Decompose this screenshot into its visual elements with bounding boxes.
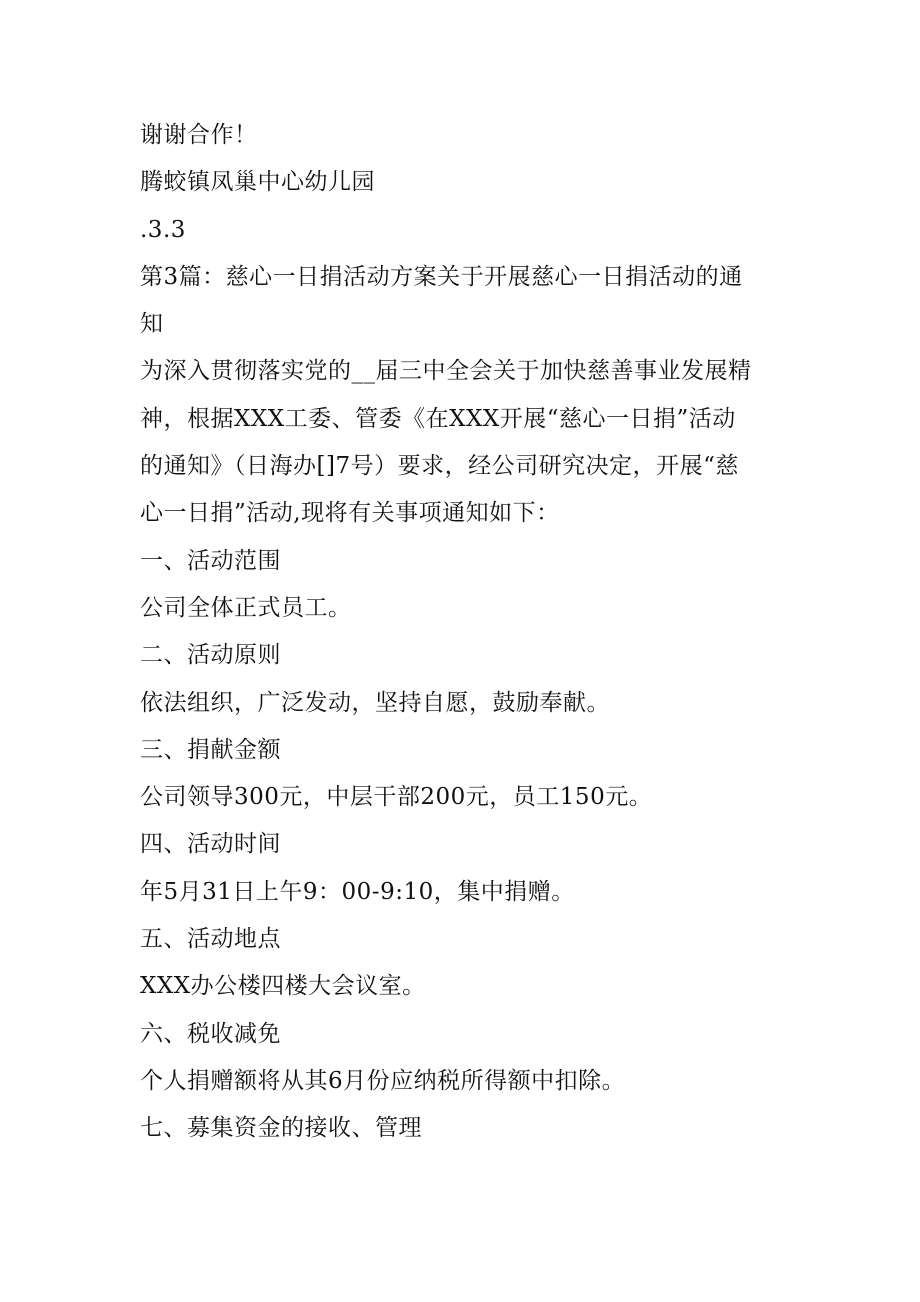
section-body-principles: 依法组织，广泛发动，坚持自愿，鼓励奉献。: [140, 689, 610, 716]
section-heading-tax: 六、税收减免: [140, 1020, 281, 1047]
section-heading-scope: 一、活动范围: [140, 547, 281, 574]
section-heading-time: 四、活动时间: [140, 831, 281, 858]
section-heading-funds: 七、募集资金的接收、管理: [140, 1115, 422, 1142]
section-body-time: 年5月31日上午9：00-9:10，集中捐赠。: [140, 878, 575, 905]
section-body-scope: 公司全体正式员工。: [140, 594, 352, 621]
intro-paragraph-line-3: 的通知》（日海办[]7号）要求，经公司研究决定，开展“慈: [140, 453, 739, 480]
intro-paragraph-line-1: 为深入贯彻落实党的__届三中全会关于加快慈善事业发展精: [140, 358, 752, 385]
article-title-line-2: 知: [140, 311, 164, 338]
signature-date: .3.3: [140, 216, 186, 243]
section-body-location: XXX办公楼四楼大会议室。: [140, 973, 426, 1000]
section-heading-location: 五、活动地点: [140, 926, 281, 953]
signature-organization: 腾蛟镇凤巢中心幼儿园: [140, 169, 375, 196]
section-body-amount: 公司领导300元，中层干部200元，员工150元。: [140, 784, 653, 811]
closing-thanks: 谢谢合作！: [140, 122, 258, 148]
section-body-tax: 个人捐赠额将从其6月份应纳税所得额中扣除。: [140, 1067, 626, 1094]
intro-paragraph-line-4: 心一日捐”活动,现将有关事项通知如下：: [140, 500, 560, 527]
intro-paragraph-line-2: 神，根据XXX工委、管委《在XXX开展“慈心一日捐”活动: [140, 405, 736, 432]
article-title-line-1: 第3篇：慈心一日捐活动方案关于开展慈心一日捐活动的通: [140, 263, 743, 290]
document-body: [140, 112, 790, 1153]
section-heading-principles: 二、活动原则: [140, 642, 281, 669]
section-heading-amount: 三、捐献金额: [140, 736, 281, 763]
